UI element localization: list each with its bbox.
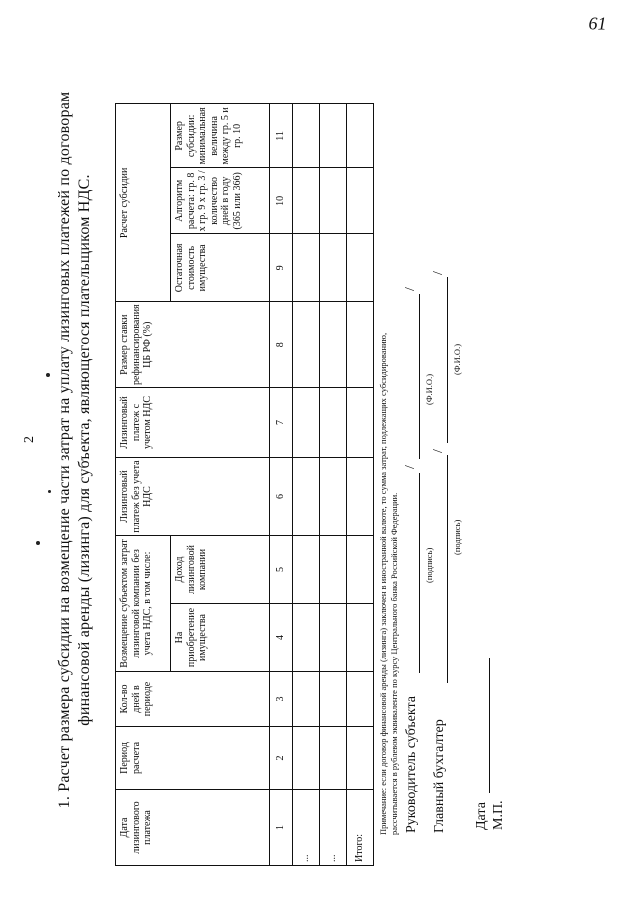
head-signature-caption: (подпись) (424, 547, 434, 583)
stamp-label: М.П. (491, 800, 506, 830)
head-label: Руководитель субъекта (404, 696, 419, 833)
column-number: 1 (270, 790, 293, 866)
title-line-2: финансовой аренды (лизинга) для субъекта, являющегося плательщиком НДС. (76, 174, 93, 726)
accountant-signature-caption: (подпись) (452, 519, 462, 555)
column-number-row (270, 104, 293, 866)
row-date-cell: ... (320, 790, 347, 866)
header-subsidy-amount: Размер субсидии: минимальная величина между гр. 5 и гр. 10 (171, 104, 270, 168)
accountant-signature-line (447, 455, 448, 683)
note-line-2: рассчитывается в рублевом эквиваленте по курсу Центрального банка Российской Федерации. (388, 492, 399, 835)
column-number: 9 (270, 234, 293, 302)
separator-slash: / (403, 287, 418, 291)
head-name-line (419, 294, 420, 459)
accountant-name-caption: (Ф.И.О.) (452, 343, 462, 375)
column-number: 10 (270, 168, 293, 234)
column-number: 5 (270, 536, 293, 604)
total-row (347, 104, 374, 866)
header-payment-without-vat: Лизинговый платеж без учета НДС (116, 458, 270, 536)
separator-slash: / (431, 271, 446, 275)
scan-speck (48, 490, 51, 493)
header-property-acquisition: На приобретение имущества (171, 604, 270, 672)
column-number: 2 (270, 727, 293, 790)
table-row (293, 104, 320, 866)
separator-slash: / (431, 449, 446, 453)
column-number: 7 (270, 388, 293, 458)
table-row (320, 104, 347, 866)
header-refinancing-rate: Размер ставки рефинансирования ЦБ РФ (%) (116, 302, 270, 388)
page-number: 2 (22, 436, 37, 443)
head-signature-line (419, 473, 420, 673)
separator-slash: / (403, 465, 418, 469)
header-reimbursement-group: Возмещение субъектом затрат лизинговой компании без учета НДС, в том числе: (116, 536, 171, 672)
accountant-label: Главный бухгалтер (432, 719, 447, 833)
header-days-count: Кол-во дней в периоде (116, 672, 270, 727)
header-leasing-income: Доход лизинговой компании (171, 536, 270, 604)
header-subsidy-calc-group: Расчет субсидии (116, 104, 171, 302)
header-calc-algorithm: Алгоритм расчета: гр. 8 х гр. 9 х гр. 3 / количество дней в году (365 или 366) (171, 168, 270, 234)
header-calc-period: Период расчета (116, 727, 270, 790)
header-payment-with-vat: Лизинговый платеж с учетом НДС (116, 388, 270, 458)
column-number: 3 (270, 672, 293, 727)
head-name-caption: (Ф.И.О.) (424, 373, 434, 405)
handwritten-page-mark: 61 (588, 13, 607, 34)
table-note (378, 35, 399, 835)
column-number: 4 (270, 604, 293, 672)
total-label: Итого: (347, 790, 374, 866)
header-payment-date: Дата лизингового платежа (116, 790, 270, 866)
row-date-cell: ... (293, 790, 320, 866)
scan-speck (36, 541, 40, 545)
header-residual-value: Остаточная стоимость имущества (171, 234, 270, 302)
date-label: Дата (474, 802, 489, 830)
title-line-1: 1. Расчет размера субсидии на возмещение части затрат на уплату лизинговых платежей по договорам (56, 91, 73, 809)
note-line-1: Примечание: если договор финансовой аренды (лизинга) заключен в иностранной валюте, то сумма затрат, подлежащих субсидированию, (378, 332, 388, 835)
scan-speck (46, 373, 50, 377)
accountant-name-line (447, 277, 448, 443)
section-title (55, 40, 95, 860)
column-number: 11 (270, 104, 293, 168)
date-line (489, 658, 490, 793)
column-number: 6 (270, 458, 293, 536)
subsidy-calculation-table (115, 103, 374, 866)
column-number: 8 (270, 302, 293, 388)
